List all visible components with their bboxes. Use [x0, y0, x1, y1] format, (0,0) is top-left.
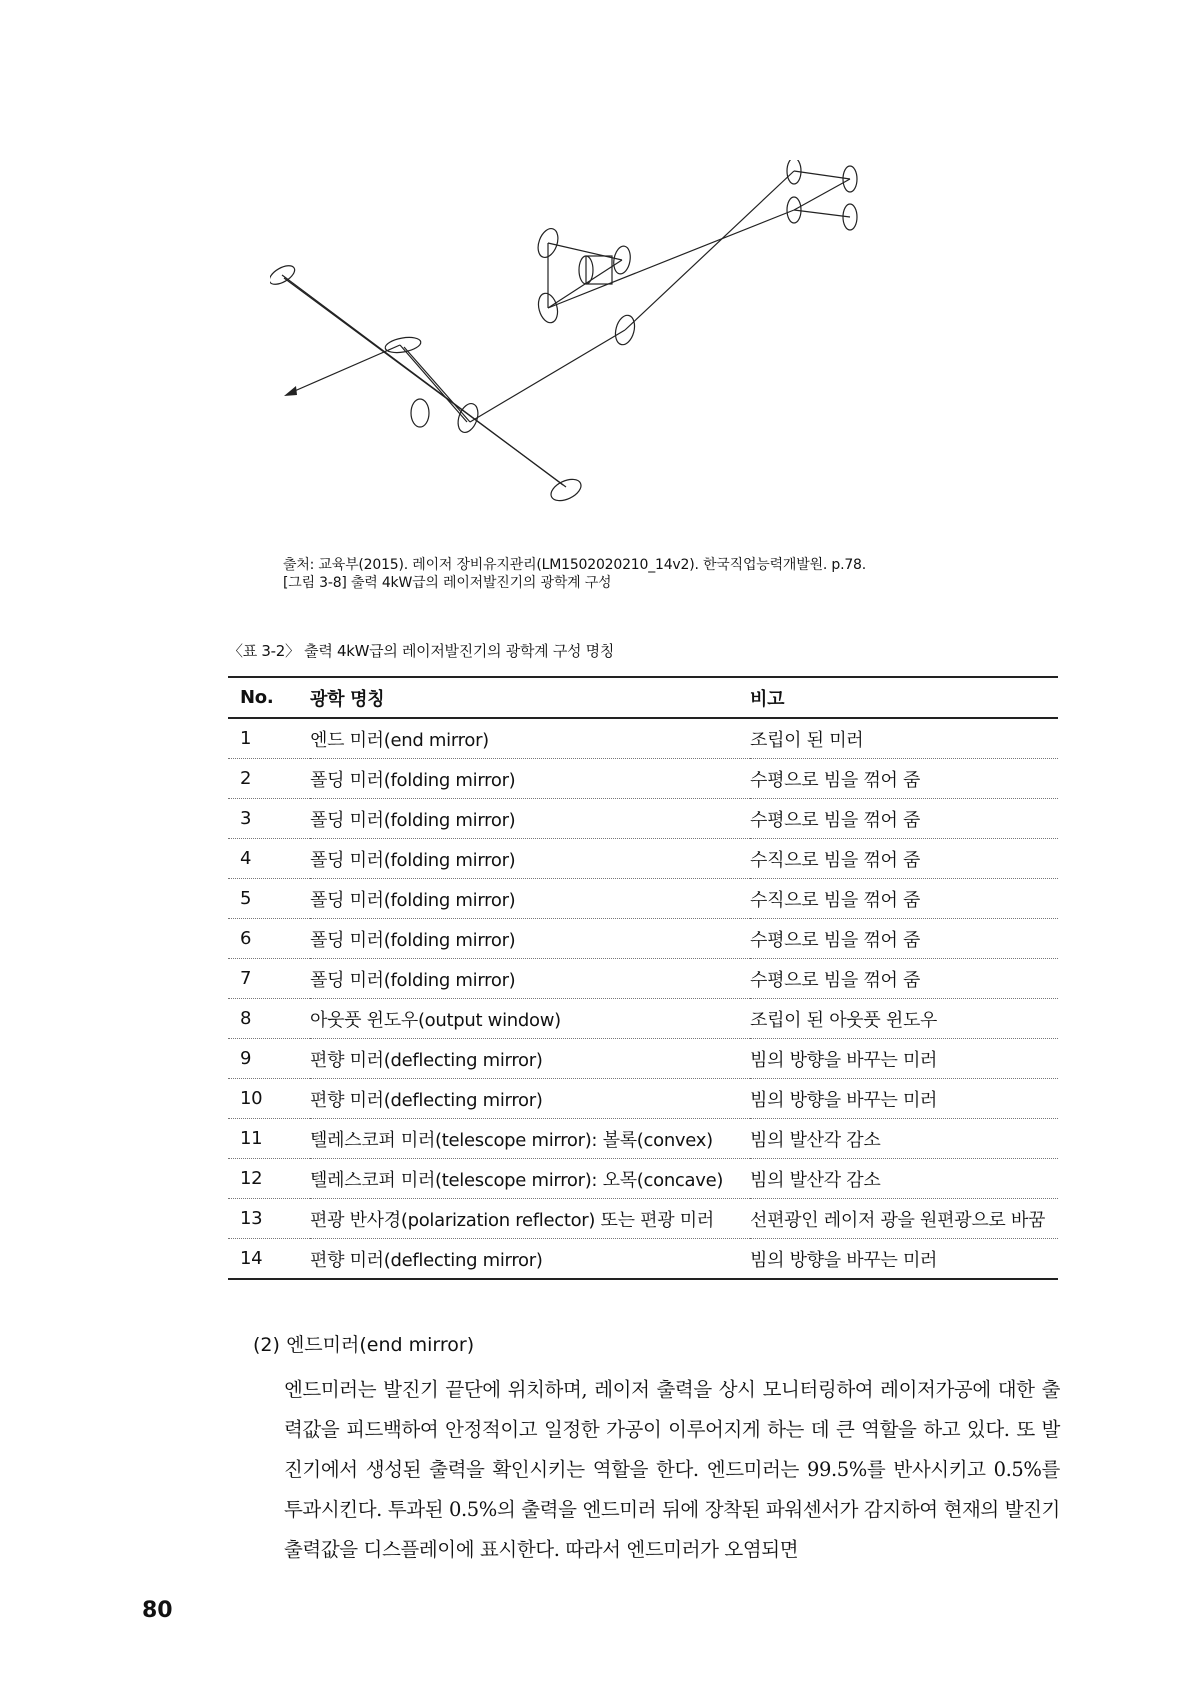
beam-line	[548, 210, 794, 308]
cell-no: 7	[228, 959, 310, 999]
header-name: 광학 명칭	[310, 677, 750, 718]
cell-no: 4	[228, 839, 310, 879]
cell-no: 11	[228, 1119, 310, 1159]
cell-name: 폴딩 미러(folding mirror)	[310, 839, 750, 879]
section-paragraph: 엔드미러는 발진기 끝단에 위치하며, 레이저 출력을 상시 모니터링하여 레이저가공에 대한 출력값을 피드백하여 안정적이고 일정한 가공이 이루어지게 하는 데 큰 역할을 하고 있다. 또 발진기에서 생성된 출력을 확인시키는 역할을 한다. 엔드미러는 99.5%를 반사시키고 0.5%를 투과시킨다. 투과된 0.5%의 출력을 엔드미러 뒤에 장착된 파워센서가 감지하여 현재의 발진기 출력값을 디스플레이에 표시한다. 따라서 엔드미러가 오염되면	[284, 1378, 1060, 1561]
table-row	[228, 959, 1058, 999]
header-remark: 비고	[750, 677, 1058, 718]
beam-line	[794, 171, 850, 179]
cell-no: 10	[228, 1079, 310, 1119]
cell-remark: 빔의 방향을 바꾸는 미러	[750, 1079, 1058, 1119]
table-header-row	[228, 677, 1058, 718]
table-row	[228, 1159, 1058, 1199]
cell-remark: 수평으로 빔을 꺾어 줌	[750, 959, 1058, 999]
table-row	[228, 1239, 1058, 1280]
cell-name: 텔레스코퍼 미러(telescope mirror): 볼록(convex)	[310, 1119, 750, 1159]
cell-remark: 수평으로 빔을 꺾어 줌	[750, 919, 1058, 959]
cell-no: 1	[228, 718, 310, 759]
laser-optics-diagram	[270, 160, 950, 550]
table-row	[228, 1079, 1058, 1119]
cell-no: 14	[228, 1239, 310, 1280]
cell-no: 2	[228, 759, 310, 799]
table-row	[228, 1199, 1058, 1239]
section-heading: (2) 엔드미러(end mirror)	[253, 1334, 475, 1356]
cell-no: 13	[228, 1199, 310, 1239]
beam-line	[470, 330, 625, 422]
cell-remark: 수평으로 빔을 꺾어 줌	[750, 759, 1058, 799]
cell-no: 5	[228, 879, 310, 919]
cell-remark: 조립이 된 미러	[750, 718, 1058, 759]
table-row	[228, 879, 1058, 919]
cell-name: 폴딩 미러(folding mirror)	[310, 799, 750, 839]
optical-system-figure	[270, 160, 950, 550]
figure-caption: [그림 3-8] 출력 4kW급의 레이저발진기의 광학계 구성	[283, 575, 612, 591]
cell-no: 6	[228, 919, 310, 959]
header-no: No.	[228, 677, 310, 718]
polarization-reflector-shape	[548, 475, 585, 505]
deflecting-mirror-shape	[384, 335, 422, 355]
beam-line	[284, 278, 566, 487]
cell-no: 8	[228, 999, 310, 1039]
table-row	[228, 718, 1058, 759]
cell-remark: 수직으로 빔을 꺾어 줌	[750, 879, 1058, 919]
cell-remark: 선편광인 레이저 광을 원편광으로 바꿈	[750, 1199, 1058, 1239]
cell-no: 3	[228, 799, 310, 839]
cell-name: 폴딩 미러(folding mirror)	[310, 959, 750, 999]
cell-remark: 빔의 방향을 바꾸는 미러	[750, 1239, 1058, 1280]
table-row	[228, 919, 1058, 959]
cell-name: 편광 반사경(polarization reflector) 또는 편광 미러	[310, 1199, 750, 1239]
table-caption: 〈표 3-2〉 출력 4kW급의 레이저발진기의 광학계 구성 명칭	[228, 642, 615, 660]
cell-name: 텔레스코퍼 미러(telescope mirror): 오목(concave)	[310, 1159, 750, 1199]
table-row	[228, 1039, 1058, 1079]
cell-remark: 조립이 된 아웃풋 윈도우	[750, 999, 1058, 1039]
beam-line	[404, 347, 470, 422]
figure-source-block	[283, 556, 866, 592]
end-mirror-assembly	[586, 256, 612, 284]
output-beam	[290, 345, 400, 393]
table-row	[228, 799, 1058, 839]
table-row	[228, 839, 1058, 879]
beam-line	[625, 171, 794, 330]
cell-name: 엔드 미러(end mirror)	[310, 718, 750, 759]
beam-line	[548, 243, 622, 260]
table-row	[228, 1119, 1058, 1159]
table-row	[228, 999, 1058, 1039]
beam-line	[400, 345, 467, 422]
cell-remark: 빔의 발산각 감소	[750, 1119, 1058, 1159]
cell-remark: 수평으로 빔을 꺾어 줌	[750, 799, 1058, 839]
figure-source: 출처: 교육부(2015). 레이저 장비유지관리(LM1502020210_14v2). 한국직업능력개발원. p.78.	[283, 557, 867, 573]
cell-no: 9	[228, 1039, 310, 1079]
cell-name: 폴딩 미러(folding mirror)	[310, 879, 750, 919]
page-number: 80	[142, 1598, 173, 1623]
table-row	[228, 759, 1058, 799]
optical-parts-table	[228, 676, 1058, 1280]
telescope-mirror-shape	[411, 399, 429, 427]
output-arrow-head	[284, 386, 297, 396]
cell-remark: 빔의 방향을 바꾸는 미러	[750, 1039, 1058, 1079]
cell-name: 편향 미러(deflecting mirror)	[310, 1039, 750, 1079]
cell-name: 편향 미러(deflecting mirror)	[310, 1079, 750, 1119]
beam-line	[794, 210, 850, 217]
cell-remark: 빔의 발산각 감소	[750, 1159, 1058, 1199]
cell-remark: 수직으로 빔을 꺾어 줌	[750, 839, 1058, 879]
cell-no: 12	[228, 1159, 310, 1199]
cell-name: 아웃풋 윈도우(output window)	[310, 999, 750, 1039]
cell-name: 편향 미러(deflecting mirror)	[310, 1239, 750, 1280]
beam-line	[794, 179, 850, 210]
telescope-mirror-shape	[454, 401, 481, 435]
cell-name: 폴딩 미러(folding mirror)	[310, 919, 750, 959]
cell-name: 폴딩 미러(folding mirror)	[310, 759, 750, 799]
